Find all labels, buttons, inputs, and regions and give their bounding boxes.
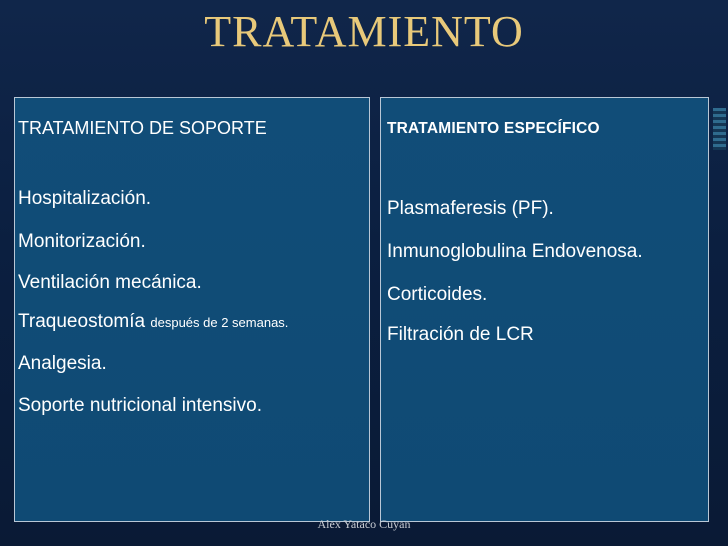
support-treatment-heading: TRATAMIENTO DE SOPORTE bbox=[18, 118, 267, 138]
footer-author: Alex Yataco Cuyan bbox=[317, 517, 411, 531]
list-item-plasmapheresis: Plasmaferesis (PF). bbox=[387, 198, 554, 219]
decorative-edge bbox=[713, 108, 726, 150]
tracheostomy-note: después de 2 semanas. bbox=[150, 315, 289, 330]
list-item-hospitalization: Hospitalización. bbox=[18, 188, 152, 209]
support-treatment-panel bbox=[14, 97, 370, 522]
list-item-immunoglobulin: Inmunoglobulina Endovenosa. bbox=[387, 241, 643, 262]
list-item-tracheostomy bbox=[18, 311, 288, 333]
list-item-corticoids: Corticoides. bbox=[387, 284, 488, 305]
list-item-nutritional-support: Soporte nutricional intensivo. bbox=[18, 395, 262, 416]
list-item-monitoring: Monitorización. bbox=[18, 231, 146, 252]
list-item-mechanical-ventilation: Ventilación mecánica. bbox=[18, 272, 202, 293]
slide-title: TRATAMIENTO bbox=[204, 7, 524, 56]
tracheostomy-label: Traqueostomía bbox=[18, 311, 146, 332]
specific-treatment-heading: TRATAMIENTO ESPECÍFICO bbox=[387, 120, 600, 137]
list-item-analgesia: Analgesia. bbox=[18, 353, 107, 374]
specific-treatment-panel bbox=[380, 97, 709, 522]
list-item-csf-filtration: Filtración de LCR bbox=[387, 324, 534, 345]
